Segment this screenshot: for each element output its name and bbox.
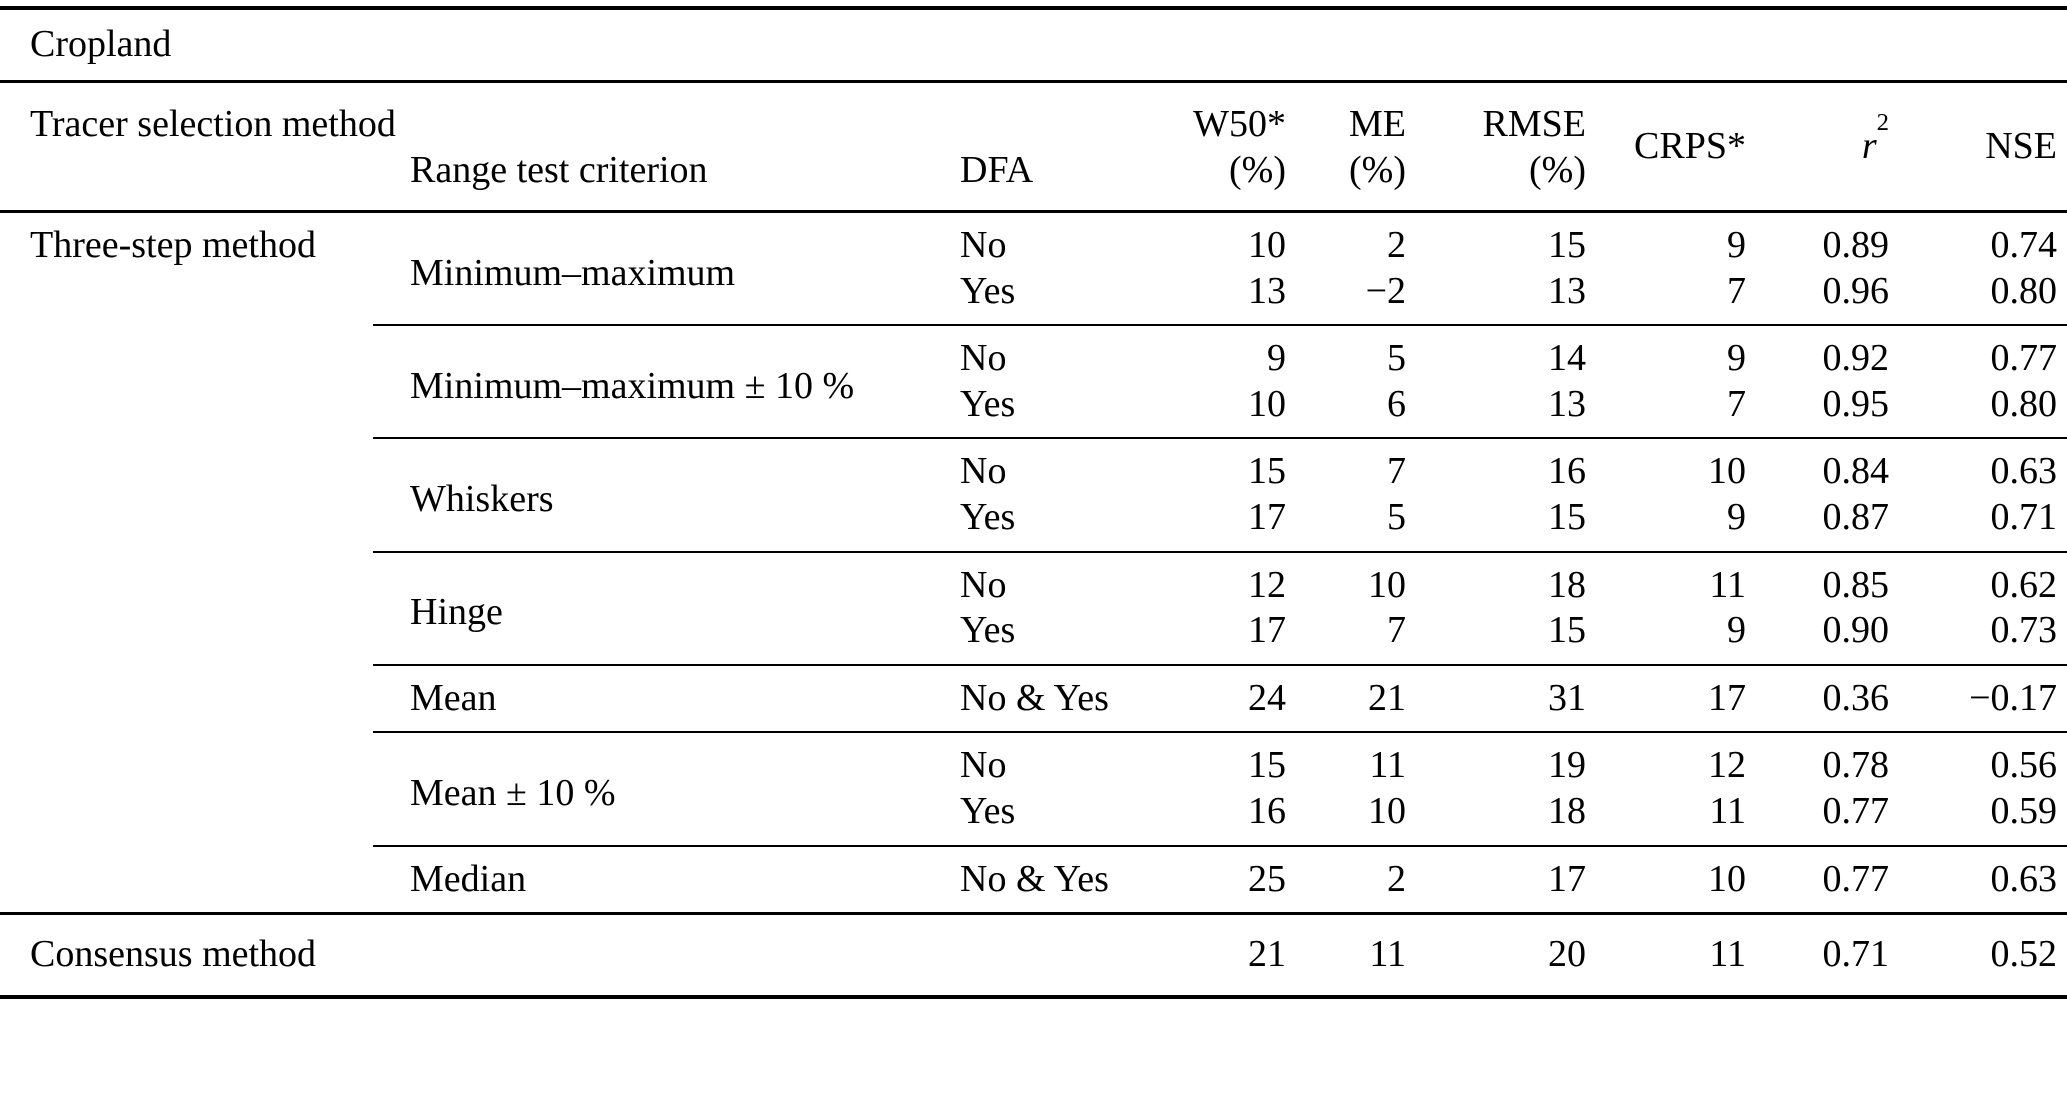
cell-w50: 10 [1248,224,1286,266]
cell-w50: 16 [1248,789,1286,832]
dfa-cell: No [960,224,1007,266]
dfa-cell: Yes [960,382,1016,425]
cell-rmse: 15 [1548,495,1586,538]
cell-me: 7 [1387,609,1406,652]
col-header-rmse-unit: (%) [1529,148,1586,191]
cell-crps: 11 [1586,914,1746,998]
cell-r2: 0.78 [1746,732,1889,789]
dfa-cell: No [928,552,1103,609]
criterion-cell: Median [373,846,928,914]
dfa-cell-empty [928,914,1103,998]
cell-crps: 10 [1586,438,1746,495]
cell-r2: 0.71 [1746,914,1889,998]
cell-crps: 11 [1586,552,1746,609]
col-header-rmse-label: RMSE [1482,102,1586,145]
cell-rmse: 16 [1406,438,1586,495]
results-table [0,6,2067,999]
cell-w50: 15 [1103,732,1286,789]
criterion-cell-empty [373,914,928,998]
col-header-me-unit: (%) [1349,148,1406,191]
cell-crps: 7 [1727,269,1746,312]
cell-r2: 0.84 [1746,438,1889,495]
col-header-w50-label: W50* [1193,102,1286,145]
cell-nse: 0.77 [1889,325,2067,382]
cell-nse: 0.74 [1990,224,2058,266]
cell-rmse: 19 [1406,732,1586,789]
criterion-cell: Mean [373,665,928,733]
cell-w50: 24 [1103,665,1286,733]
criterion-cell: Whiskers [373,438,928,551]
cell-nse: 0.80 [1990,269,2058,312]
cell-r2: 0.92 [1746,325,1889,382]
cell-nse: 0.56 [1889,732,2067,789]
method-cell-consensus: Consensus method [0,914,373,998]
criterion-cell: Mean ± 10 % [373,732,928,845]
cell-r2: 0.77 [1746,846,1889,914]
cell-r2: 0.85 [1746,552,1889,609]
cell-crps: 12 [1586,732,1746,789]
cell-r2: 0.89 [1822,224,1889,266]
cell-w50: 9 [1103,325,1286,382]
criterion-cell: Minimum–maximum [410,251,736,294]
cell-crps: 9 [1727,495,1746,538]
criterion-cell: Minimum–maximum ± 10 % [373,325,928,438]
dfa-cell: No [928,325,1103,382]
col-header-nse: NSE [1889,82,2067,212]
col-header-dfa: DFA [960,148,1034,191]
cell-rmse: 15 [1548,609,1586,652]
cell-crps: 9 [1586,325,1746,382]
col-header-r2-base: r [1861,124,1877,167]
dfa-cell: Yes [960,789,1016,832]
cell-nse: 0.63 [1889,846,2067,914]
dfa-cell: No [928,732,1103,789]
cell-me: −2 [1365,269,1406,312]
cell-rmse: 13 [1548,382,1586,425]
cell-crps: 17 [1586,665,1746,733]
cell-rmse: 17 [1406,846,1586,914]
col-header-w50 [1103,82,1286,212]
cell-w50: 17 [1248,495,1286,538]
cell-nse: 0.52 [1889,914,2067,998]
col-header-method: Tracer selection method [30,102,396,145]
cell-me: 10 [1286,552,1406,609]
col-header-w50-unit: (%) [1229,148,1286,191]
cell-nse: 0.62 [1889,552,2067,609]
cell-me: 2 [1387,224,1406,266]
cell-me: 11 [1286,732,1406,789]
cell-rmse: 15 [1548,224,1586,266]
cell-r2: 0.77 [1822,789,1889,832]
cell-w50: 12 [1103,552,1286,609]
dfa-cell: No & Yes [928,846,1103,914]
cell-w50: 10 [1248,382,1286,425]
dfa-cell: No & Yes [928,665,1103,733]
cell-nse: −0.17 [1889,665,2067,733]
cell-crps: 10 [1586,846,1746,914]
criterion-cell: Hinge [373,552,928,665]
table-row [0,212,2067,269]
cell-me: 10 [1368,789,1406,832]
dfa-cell: Yes [960,609,1016,652]
col-header-method-criterion [0,82,928,212]
cell-me: 11 [1286,914,1406,998]
cell-r2: 0.96 [1822,269,1889,312]
dfa-cell: No [928,438,1103,495]
cell-me: 5 [1286,325,1406,382]
cell-nse: 0.71 [1990,495,2058,538]
header-row [0,82,2067,212]
cell-r2: 0.87 [1822,495,1889,538]
cell-w50: 21 [1103,914,1286,998]
cell-me: 21 [1286,665,1406,733]
dfa-cell: Yes [960,495,1016,538]
cell-r2: 0.36 [1746,665,1889,733]
cell-rmse: 20 [1406,914,1586,998]
section-title-row [0,8,2067,82]
cell-me: 6 [1387,382,1406,425]
cell-nse: 0.59 [1990,789,2058,832]
section-title: Cropland [0,8,2067,82]
cell-nse: 0.73 [1990,609,2058,652]
cell-nse: 0.80 [1990,382,2058,425]
cell-me: 7 [1286,438,1406,495]
col-header-crps: CRPS* [1586,82,1746,212]
dfa-cell: Yes [960,269,1016,312]
col-header-dfa-cell [928,82,1103,212]
col-header-rmse [1406,82,1586,212]
cell-rmse: 31 [1406,665,1586,733]
cell-rmse: 13 [1548,269,1586,312]
col-header-me-label: ME [1349,102,1406,145]
col-header-r2-exponent: 2 [1876,109,1889,137]
cell-w50: 25 [1103,846,1286,914]
table-row-consensus [0,914,2067,998]
col-header-r2 [1746,82,1889,212]
cell-crps: 11 [1709,789,1746,832]
cell-w50: 17 [1248,609,1286,652]
cell-me: 2 [1286,846,1406,914]
col-header-criterion: Range test criterion [410,148,708,191]
cell-crps: 9 [1727,609,1746,652]
cell-me: 5 [1387,495,1406,538]
col-header-me [1286,82,1406,212]
cell-r2: 0.90 [1822,609,1889,652]
cell-crps: 7 [1727,382,1746,425]
header-spacer [960,101,1103,147]
cell-rmse: 14 [1406,325,1586,382]
cell-rmse: 18 [1548,789,1586,832]
cell-nse: 0.63 [1889,438,2067,495]
cell-w50: 15 [1103,438,1286,495]
method-cell-three-step: Three-step method [30,224,316,266]
cell-w50: 13 [1248,269,1286,312]
cell-r2: 0.95 [1822,382,1889,425]
cell-crps: 9 [1727,224,1746,266]
cell-rmse: 18 [1406,552,1586,609]
